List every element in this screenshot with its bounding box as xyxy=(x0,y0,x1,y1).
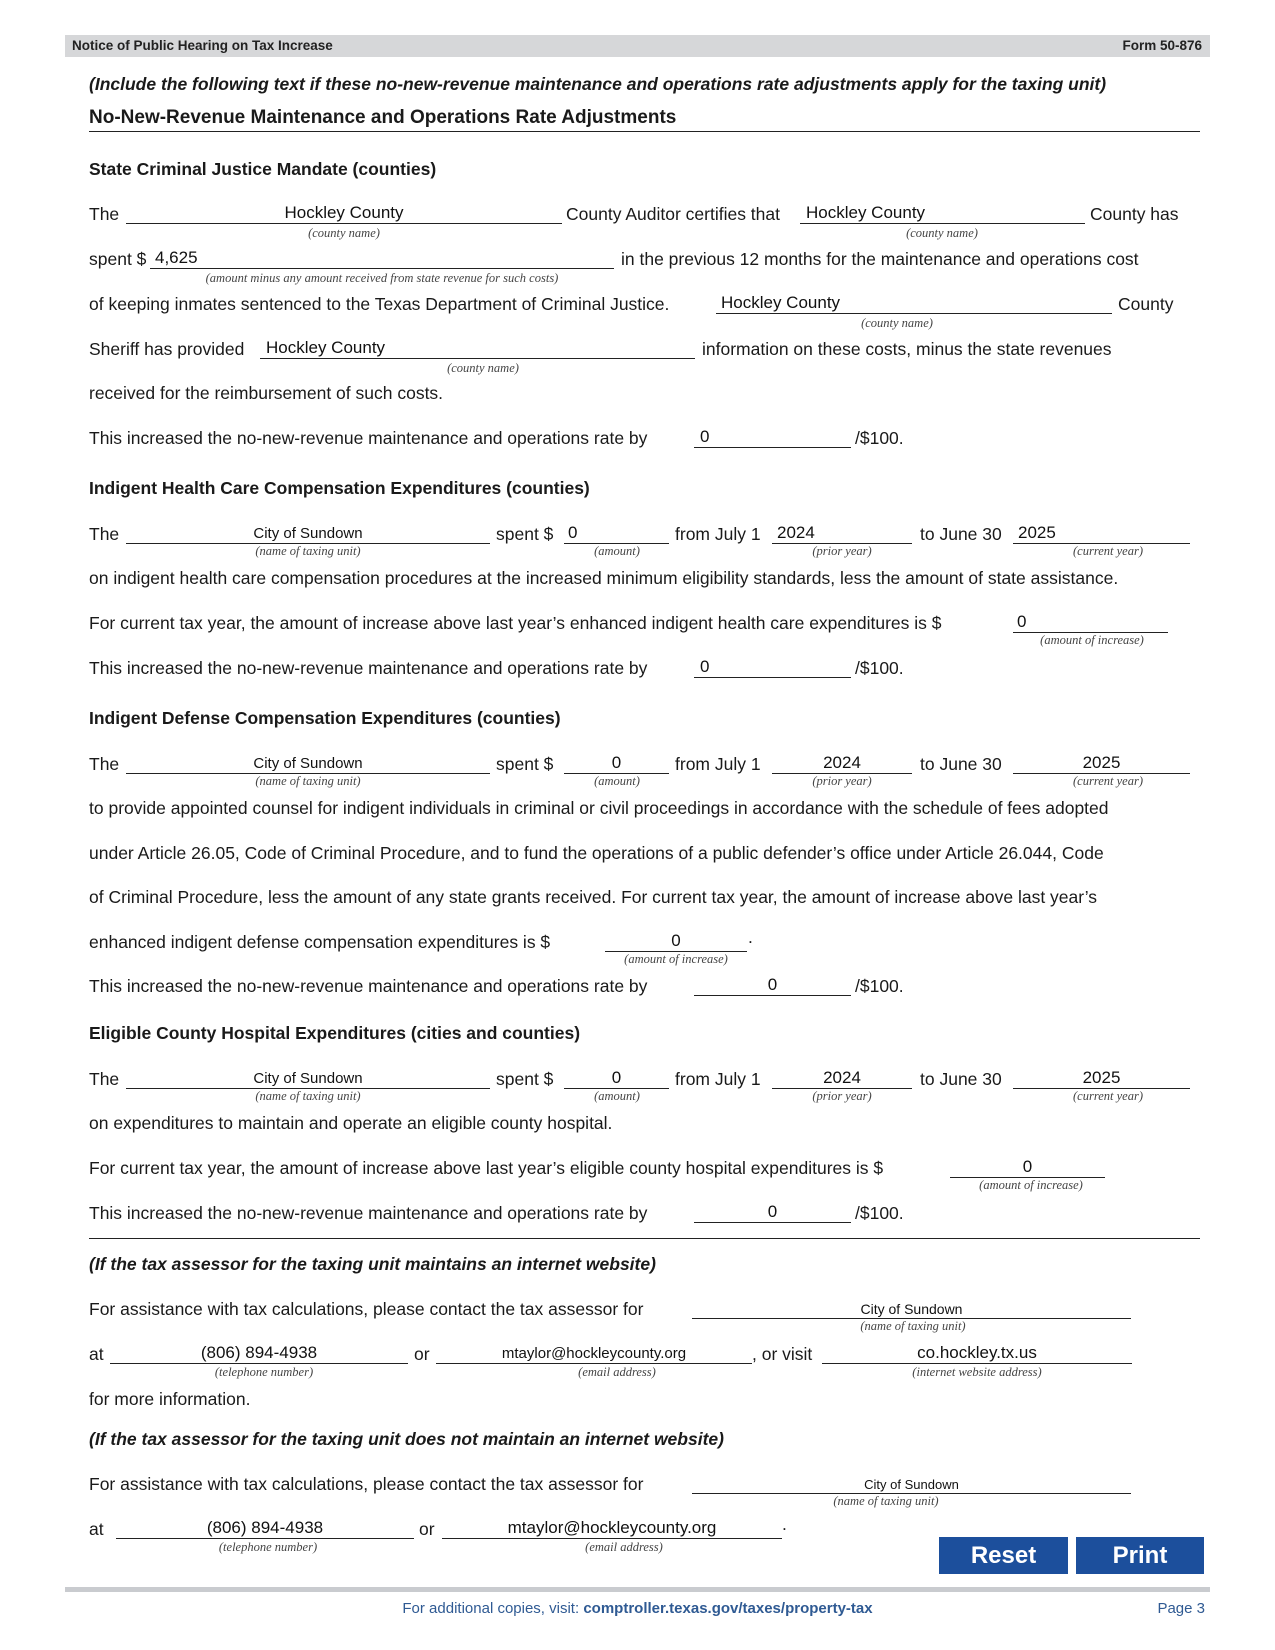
caption-amount-minus: (amount minus any amount received from state revenue for such costs) xyxy=(205,271,559,285)
hospital-text-maintain: on expenditures to maintain and operate an eligible county hospital. xyxy=(89,1113,613,1133)
website-site-value: co.hockley.tx.us xyxy=(917,1343,1037,1362)
health-current-year-field[interactable] xyxy=(1013,521,1190,544)
website-assist-text: For assistance with tax calculations, please contact the tax assessor for xyxy=(89,1299,644,1319)
criminal-text-sheriff: Sheriff has provided xyxy=(89,339,245,359)
criminal-text-spent: spent $ xyxy=(89,249,147,269)
caption-amount-of-increase: (amount of increase) xyxy=(1040,633,1144,647)
caption-current-year: (current year) xyxy=(1073,544,1143,558)
health-text-procedures: on indigent health care compensation procedures at the increased minimum eligibility standards, less the amount of state assistance. xyxy=(89,568,1119,588)
website-phone-field[interactable] xyxy=(110,1341,408,1364)
health-current-year-value: 2025 xyxy=(1018,523,1056,542)
caption-prior-year: (prior year) xyxy=(812,1089,872,1103)
health-unit-field[interactable] xyxy=(126,521,490,544)
hospital-prior-year-field[interactable] xyxy=(772,1066,912,1089)
caption-prior-year: (prior year) xyxy=(812,774,872,788)
defense-the-label: The xyxy=(89,754,120,774)
caption-county-name: (county name) xyxy=(308,226,380,240)
page-number: Page 3 xyxy=(1157,1600,1205,1617)
hospital-to-june: to June 30 xyxy=(920,1069,1002,1089)
criminal-text-county: County xyxy=(1118,294,1174,314)
caption-email-address: (email address) xyxy=(585,1540,663,1554)
criminal-rate-value: 0 xyxy=(700,427,710,446)
health-amount-field[interactable] xyxy=(564,521,669,544)
intro-note: (Include the following text if these no-new-revenue maintenance and operations rate adjustments apply for the taxing unit) xyxy=(89,74,1107,94)
criminal-text-received: received for the reimbursement of such costs. xyxy=(89,383,444,403)
heading-rule xyxy=(89,131,1200,132)
criminal-text-information: information on these costs, minus the state revenues xyxy=(702,339,1112,359)
defense-current-year-field[interactable] xyxy=(1013,751,1190,774)
section-rule xyxy=(89,1238,1200,1239)
criminal-heading: State Criminal Justice Mandate (counties) xyxy=(89,159,437,179)
caption-telephone-number: (telephone number) xyxy=(214,1365,314,1379)
hospital-prior-year-value: 2024 xyxy=(823,1068,861,1087)
defense-increase-value: 0 xyxy=(671,931,681,950)
criminal-county-value-2: Hockley County xyxy=(806,203,926,222)
caption-county-name: (county name) xyxy=(861,316,933,330)
criminal-county-value-1: Hockley County xyxy=(284,203,404,222)
defense-rate-field[interactable] xyxy=(694,973,851,996)
health-unit-value: City of Sundown xyxy=(253,525,363,542)
health-from-july: from July 1 xyxy=(675,524,761,544)
hospital-current-year-field[interactable] xyxy=(1013,1066,1190,1089)
caption-county-name: (county name) xyxy=(447,361,519,375)
website-more-text: for more information. xyxy=(89,1389,251,1409)
hospital-amount-value: 0 xyxy=(611,1068,622,1087)
defense-spent-label: spent $ xyxy=(496,754,554,774)
caption-amount-of-increase: (amount of increase) xyxy=(979,1178,1083,1192)
nowebsite-at-label: at xyxy=(89,1519,104,1539)
defense-current-year-value: 2025 xyxy=(1082,753,1121,772)
defense-rate-text: This increased the no-new-revenue maintenance and operations rate by xyxy=(89,976,648,996)
defense-amount-value: 0 xyxy=(611,753,622,772)
hospital-unit-field[interactable] xyxy=(126,1066,490,1089)
website-at-label: at xyxy=(89,1344,104,1364)
hospital-increase-value: 0 xyxy=(1022,1157,1033,1176)
caption-amount: (amount) xyxy=(594,544,640,558)
criminal-county-field-1[interactable] xyxy=(126,201,562,224)
criminal-rate-text: This increased the no-new-revenue maintenance and operations rate by xyxy=(89,428,648,448)
health-to-june: to June 30 xyxy=(920,524,1002,544)
caption-amount: (amount) xyxy=(594,774,640,788)
criminal-amount-field[interactable] xyxy=(150,246,614,269)
header-title: Notice of Public Hearing on Tax Increase xyxy=(72,38,333,53)
criminal-amount-value: 4,625 xyxy=(155,248,198,267)
health-spent-label: spent $ xyxy=(496,524,554,544)
website-or-label: or xyxy=(414,1344,430,1364)
footer-bar xyxy=(65,1587,1210,1592)
hospital-spent-label: spent $ xyxy=(496,1069,554,1089)
nowebsite-unit-value: City of Sundown xyxy=(864,1477,959,1492)
website-unit-value: City of Sundown xyxy=(860,1301,963,1317)
caption-amount: (amount) xyxy=(594,1089,640,1103)
form-number: Form 50-876 xyxy=(1122,38,1202,53)
website-phone-value: (806) 894-4938 xyxy=(200,1343,318,1362)
criminal-rate-field[interactable] xyxy=(694,425,851,448)
criminal-text-previous: in the previous 12 months for the maintenance and operations cost xyxy=(621,249,1139,269)
hospital-amount-field[interactable] xyxy=(564,1066,669,1089)
footer-text xyxy=(0,1600,1275,1617)
caption-current-year: (current year) xyxy=(1073,1089,1143,1103)
website-email-field[interactable] xyxy=(436,1341,752,1364)
defense-period: . xyxy=(748,927,753,947)
defense-to-june: to June 30 xyxy=(920,754,1002,774)
caption-amount-of-increase: (amount of increase) xyxy=(624,952,728,966)
caption-name-of-taxing-unit: (name of taxing unit) xyxy=(833,1494,939,1508)
caption-name-of-taxing-unit: (name of taxing unit) xyxy=(255,544,361,558)
website-site-field[interactable] xyxy=(822,1341,1132,1364)
nowebsite-assist-text: For assistance with tax calculations, please contact the tax assessor for xyxy=(89,1474,644,1494)
reset-button[interactable]: Reset xyxy=(939,1537,1068,1574)
criminal-the-label: The xyxy=(89,204,120,224)
nowebsite-email-field[interactable] xyxy=(442,1516,782,1539)
website-heading: (If the tax assessor for the taxing unit maintains an internet website) xyxy=(89,1254,656,1274)
criminal-text-county-has: County has xyxy=(1090,204,1179,224)
criminal-county-value-3: Hockley County xyxy=(721,293,841,312)
defense-text-line3: of Criminal Procedure, less the amount of any state grants received. For current tax year, the amount of increase above last year’s xyxy=(89,887,1098,907)
criminal-text-inmates: of keeping inmates sentenced to the Texas Department of Criminal Justice. xyxy=(89,294,670,314)
nowebsite-email-value: mtaylor@hockleycounty.org xyxy=(507,1518,717,1537)
health-amount-value: 0 xyxy=(568,523,578,542)
defense-prior-year-value: 2024 xyxy=(823,753,861,772)
hospital-current-year-value: 2025 xyxy=(1082,1068,1121,1087)
health-prior-year-value: 2024 xyxy=(777,523,815,542)
hospital-increase-field[interactable] xyxy=(950,1155,1105,1178)
caption-email-address: (email address) xyxy=(578,1365,656,1379)
nowebsite-heading: (If the tax assessor for the taxing unit does not maintain an internet website) xyxy=(89,1429,724,1449)
defense-amount-field[interactable] xyxy=(564,751,669,774)
nowebsite-unit-field[interactable] xyxy=(692,1471,1131,1494)
print-button[interactable]: Print xyxy=(1076,1537,1204,1574)
health-the-label: The xyxy=(89,524,120,544)
defense-rate-value: 0 xyxy=(767,975,778,994)
criminal-text-certifies: County Auditor certifies that xyxy=(566,204,780,224)
health-heading: Indigent Health Care Compensation Expenditures (counties) xyxy=(89,478,590,498)
website-or-visit: , or visit xyxy=(752,1344,813,1364)
hospital-heading: Eligible County Hospital Expenditures (cities and counties) xyxy=(89,1023,581,1043)
hospital-unit-value: City of Sundown xyxy=(253,1070,363,1087)
health-prior-year-field[interactable] xyxy=(772,521,912,544)
health-rate-field[interactable] xyxy=(694,655,851,678)
defense-heading: Indigent Defense Compensation Expenditures (counties) xyxy=(89,708,561,728)
caption-prior-year: (prior year) xyxy=(812,544,872,558)
criminal-county-value-4: Hockley County xyxy=(266,338,386,357)
defense-per100: /$100. xyxy=(855,976,904,996)
hospital-rate-value: 0 xyxy=(767,1202,778,1221)
hospital-per100: /$100. xyxy=(855,1203,904,1223)
hospital-rate-text: This increased the no-new-revenue maintenance and operations rate by xyxy=(89,1203,648,1223)
health-text-increase: For current tax year, the amount of increase above last year’s enhanced indigent health care expenditures is $ xyxy=(89,613,942,633)
caption-telephone-number: (telephone number) xyxy=(218,1540,318,1554)
caption-internet-website-address: (internet website address) xyxy=(912,1365,1042,1379)
footer-link[interactable]: comptroller.texas.gov/taxes/property-tax xyxy=(583,1600,873,1617)
caption-county-name: (county name) xyxy=(906,226,978,240)
hospital-the-label: The xyxy=(89,1069,120,1089)
hospital-rate-field[interactable] xyxy=(694,1200,851,1223)
website-email-value: mtaylor@hockleycounty.org xyxy=(501,1345,687,1362)
nowebsite-phone-field[interactable] xyxy=(116,1516,414,1539)
health-per100: /$100. xyxy=(855,658,904,678)
criminal-county-field-3[interactable] xyxy=(716,291,1112,314)
footer-prefix: For additional copies, visit: xyxy=(402,1600,584,1617)
hospital-from-july: from July 1 xyxy=(675,1069,761,1089)
caption-name-of-taxing-unit: (name of taxing unit) xyxy=(860,1319,966,1333)
caption-name-of-taxing-unit: (name of taxing unit) xyxy=(255,1089,361,1103)
defense-increase-field[interactable] xyxy=(605,929,747,952)
caption-current-year: (current year) xyxy=(1073,774,1143,788)
nowebsite-period: . xyxy=(782,1514,787,1534)
criminal-per100: /$100. xyxy=(855,428,904,448)
nowebsite-or-label: or xyxy=(419,1519,435,1539)
defense-from-july: from July 1 xyxy=(675,754,761,774)
defense-text-line1: to provide appointed counsel for indigent individuals in criminal or civil proceedings in accordance with the schedule of fees adopted xyxy=(89,798,1109,818)
criminal-county-field-4[interactable] xyxy=(260,336,695,359)
defense-text-line2: under Article 26.05, Code of Criminal Procedure, and to fund the operations of a public defender’s office under Article 26.044, Code xyxy=(89,843,1104,863)
nowebsite-phone-value: (806) 894-4938 xyxy=(206,1518,324,1537)
criminal-county-field-2[interactable] xyxy=(800,201,1085,224)
defense-prior-year-field[interactable] xyxy=(772,751,912,774)
page-header xyxy=(65,35,1210,57)
caption-name-of-taxing-unit: (name of taxing unit) xyxy=(255,774,361,788)
hospital-text-increase: For current tax year, the amount of increase above last year’s eligible county hospital expenditures is $ xyxy=(89,1158,884,1178)
health-rate-text: This increased the no-new-revenue maintenance and operations rate by xyxy=(89,658,648,678)
health-rate-value: 0 xyxy=(700,657,710,676)
health-increase-field[interactable] xyxy=(1013,610,1168,633)
health-increase-value: 0 xyxy=(1017,612,1027,631)
defense-text-line4: enhanced indigent defense compensation expenditures is $ xyxy=(89,932,551,952)
website-unit-field[interactable] xyxy=(692,1296,1131,1319)
main-heading: No-New-Revenue Maintenance and Operations Rate Adjustments xyxy=(89,107,677,128)
defense-unit-field[interactable] xyxy=(126,751,490,774)
defense-unit-value: City of Sundown xyxy=(253,755,363,772)
